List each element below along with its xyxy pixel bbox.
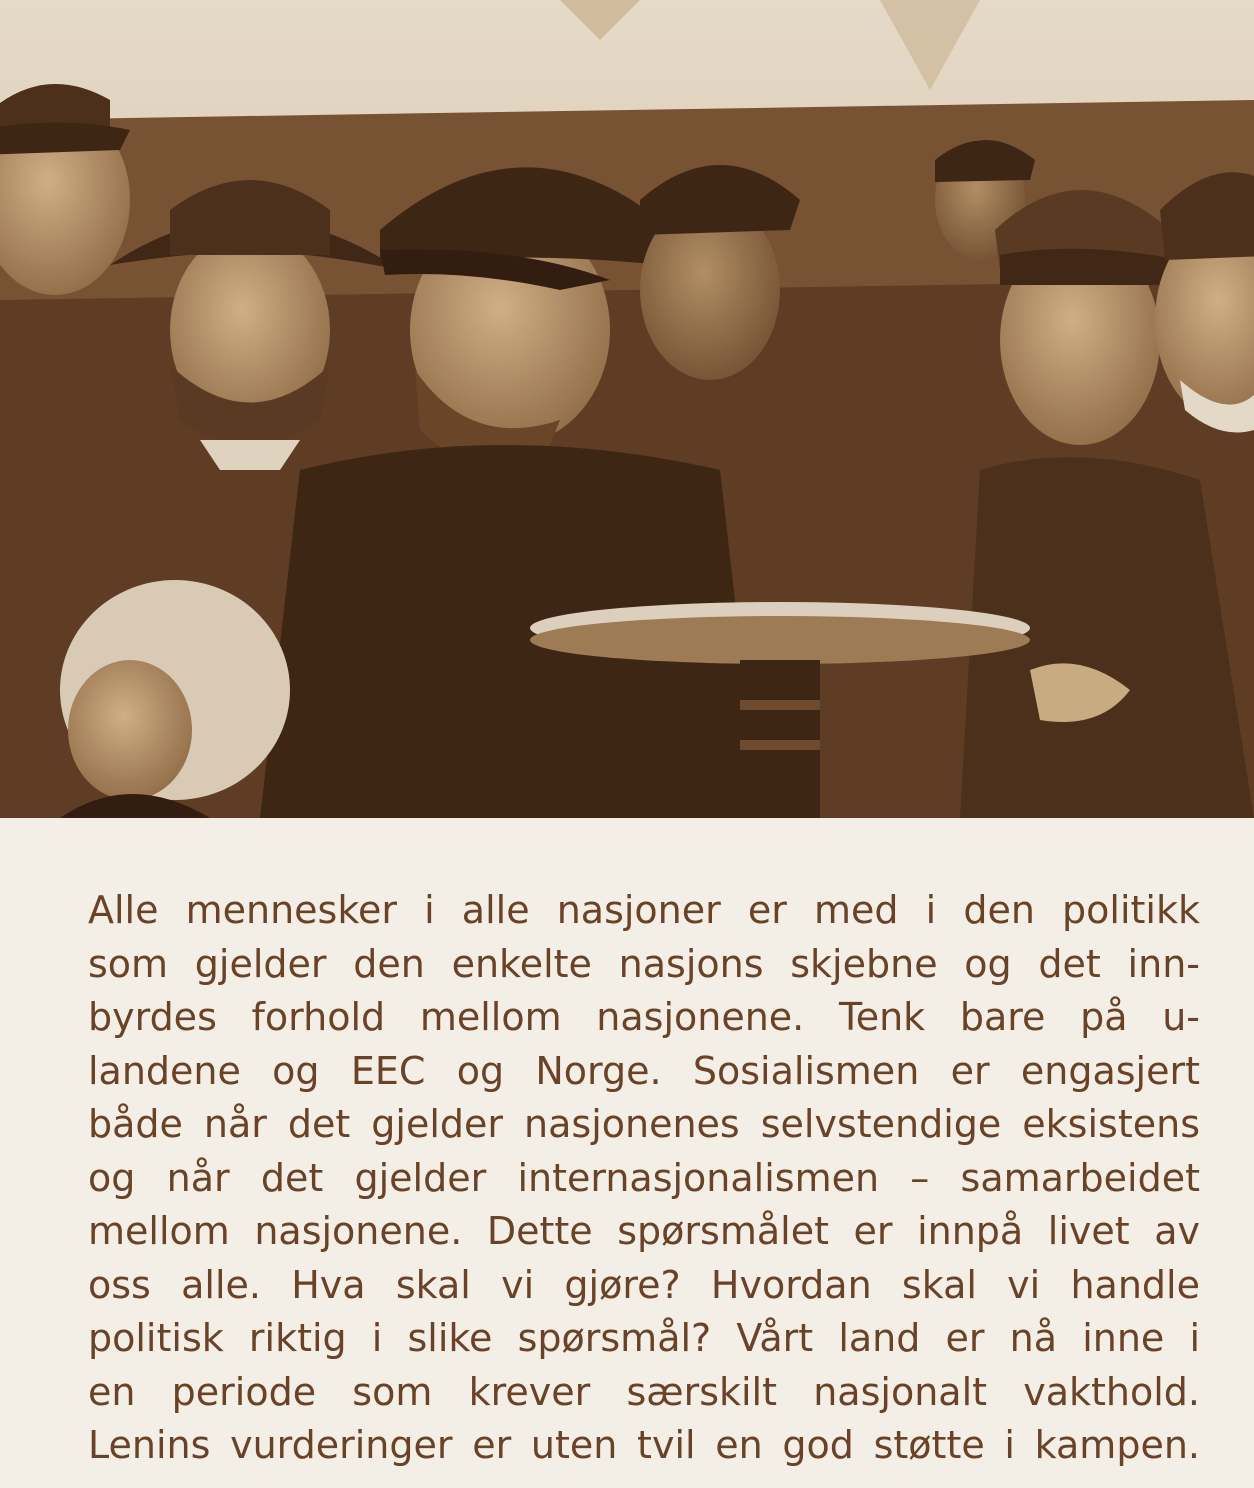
paragraph-line: og når det gjelder internasjonalismen – samarbeidet (88, 1155, 1200, 1200)
paragraph-line: mellom nasjonene. Dette spørsmålet er innpå livet av (88, 1209, 1200, 1253)
paragraph-line: oss alle. Hva skal vi gjøre? Hvordan skal vi handle (88, 1262, 1200, 1307)
paragraph-line: landene og EEC og Norge. Sosialismen er engasjert (88, 1048, 1200, 1093)
paragraph-line: byrdes forhold mellom nasjonene. Tenk bare på u- (88, 995, 1200, 1039)
paragraph-line: både når det gjelder nasjonenes selvstendige eksistens (88, 1102, 1200, 1146)
paragraph-line: Alle mennesker i alle nasjoner er med i den politikk (88, 888, 1200, 932)
paragraph-line: politisk riktig i slike spørsmål? Vårt land er nå inne i (88, 1316, 1200, 1360)
body-paragraph (88, 884, 1200, 1474)
paragraph-line: som gjelder den enkelte nasjons skjebne og det inn- (88, 941, 1200, 986)
paragraph-line: en periode som krever særskilt nasjonalt vakthold. (88, 1369, 1200, 1414)
paragraph-line: Lenins vurderinger er uten tvil en god støtte i kampen. (88, 1423, 1200, 1467)
